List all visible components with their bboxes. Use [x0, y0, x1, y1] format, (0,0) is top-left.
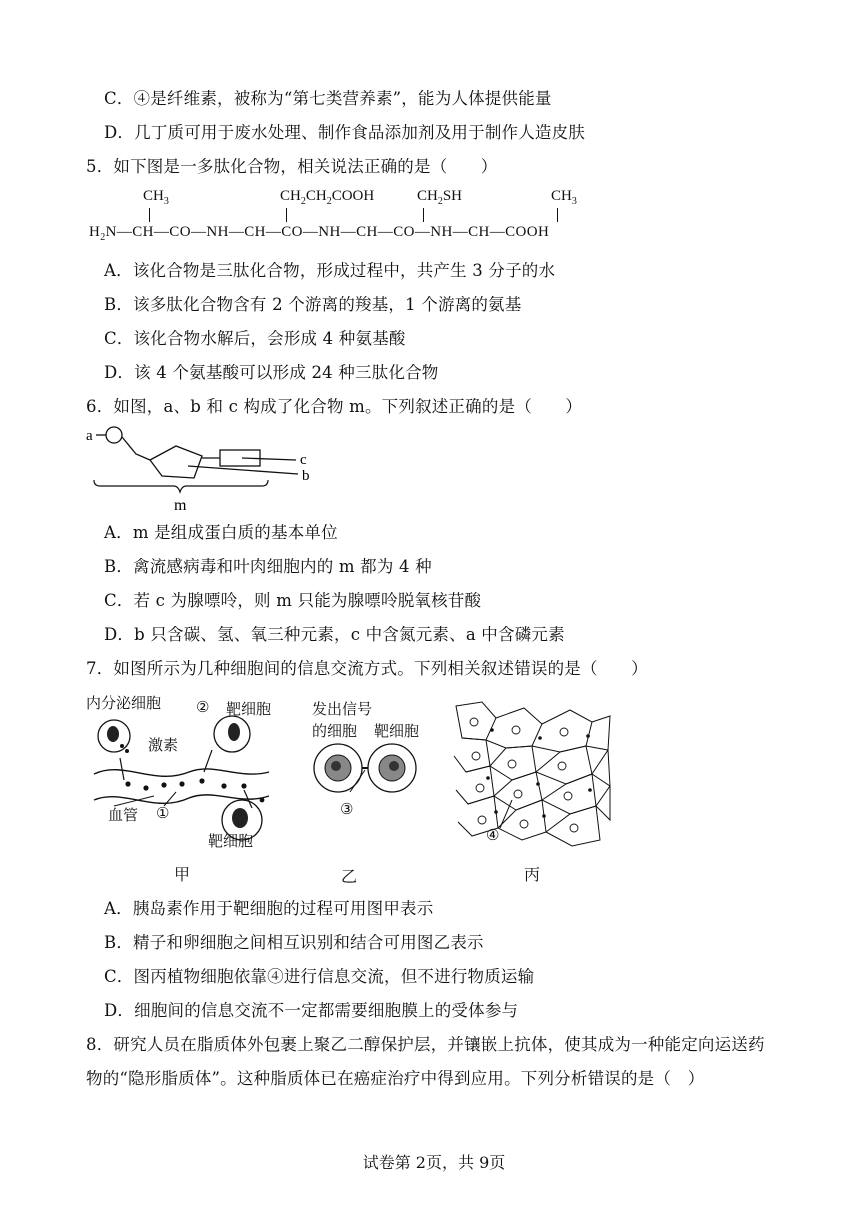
label-target-cell-2: 靶细胞	[208, 832, 254, 850]
q7-option-a: A．胰岛素作用于靶细胞的过程可用图甲表示	[104, 899, 434, 918]
q8-line-2: 物的“隐形脂质体”。这种脂质体已在癌症治疗中得到应用。下列分析错误的是（ ）	[86, 1069, 705, 1088]
q6-option-d: D．b 只含碳、氢、氧三种元素，c 中含氮元素、a 中含磷元素	[104, 625, 565, 644]
figure-jia	[84, 688, 294, 860]
label-num-1: ①	[156, 804, 170, 822]
q6-option-c: C．若 c 为腺嘌呤，则 m 只能为腺嘌呤脱氧核苷酸	[104, 591, 482, 610]
side-chain-3: $CH_2SH$	[417, 188, 463, 207]
label-target-cell-yi: 靶细胞	[374, 722, 420, 740]
figure-bing	[452, 700, 612, 850]
label-num-2: ②	[196, 698, 210, 716]
label-a: a	[86, 428, 93, 444]
caption-yi: 乙	[341, 867, 358, 886]
q6-option-b: B．禽流感病毒和叶肉细胞内的 m 都为 4 种	[104, 557, 432, 576]
q5-option-c: C．该化合物水解后，会形成 4 种氨基酸	[104, 329, 406, 348]
side-chain-2: $CH_2CH_2COOH$	[280, 188, 375, 207]
q7-option-c: C．图丙植物细胞依靠④进行信息交流，但不进行物质运输	[104, 967, 535, 986]
q7-option-d: D．细胞间的信息交流不一定都需要细胞膜上的受体参与	[104, 1001, 519, 1020]
q7-stem: 7．如图所示为几种细胞间的信息交流方式。下列相关叙述错误的是（ ）	[86, 659, 648, 678]
label-target-cell-1: 靶细胞	[226, 700, 272, 718]
label-blood-vessel: 血管	[108, 806, 139, 824]
q5-option-d: D．该 4 个氨基酸可以形成 24 种三肽化合物	[104, 363, 439, 382]
side-chain-4: $CH_3$	[551, 188, 577, 207]
label-num-3: ③	[340, 800, 354, 818]
label-c: c	[300, 452, 307, 468]
q6-stem: 6．如图，a、b 和 c 构成了化合物 m。下列叙述正确的是（ ）	[86, 397, 583, 416]
nucleotide-diagram	[84, 424, 324, 516]
label-b: b	[302, 468, 310, 484]
formula-backbone: $H_2N—CH—CO—NH—CH—CO—NH—CH—CO—NH—CH—COOH$	[89, 224, 550, 243]
q4-option-d: D．几丁质可用于废水处理、制作食品添加剂及用于制作人造皮肤	[104, 123, 586, 142]
label-m: m	[174, 497, 187, 514]
q5-stem: 5．如下图是一多肽化合物，相关说法正确的是（ ）	[86, 157, 498, 176]
label-signal-1: 发出信号	[312, 700, 373, 718]
q5-option-a: A．该化合物是三肽化合物，形成过程中，共产生 3 分子的水	[104, 261, 556, 280]
label-signal-2: 的细胞	[312, 722, 358, 740]
polypeptide-formula	[0, 186, 868, 246]
label-hormone: 激素	[148, 736, 179, 754]
q4-option-c: C．④是纤维素，被称为“第七类营养素”，能为人体提供能量	[104, 89, 552, 108]
q5-option-b: B．该多肽化合物含有 2 个游离的羧基，1 个游离的氨基	[104, 295, 522, 314]
caption-bing: 丙	[524, 865, 541, 884]
page-footer: 试卷第 2页，共 9页	[362, 1153, 506, 1172]
label-num-4: ④	[486, 826, 500, 844]
figure-yi	[308, 696, 438, 826]
side-chain-1: $CH_3$	[143, 188, 169, 207]
q6-option-a: A．m 是组成蛋白质的基本单位	[104, 523, 338, 542]
label-endocrine-cell: 内分泌细胞	[86, 694, 162, 712]
q7-option-b: B．精子和卵细胞之间相互识别和结合可用图乙表示	[104, 933, 484, 952]
caption-jia: 甲	[174, 865, 191, 884]
q8-line-1: 8．研究人员在脂质体外包裹上聚乙二醇保护层，并镶嵌上抗体，使其成为一种能定向运送药	[86, 1035, 765, 1054]
